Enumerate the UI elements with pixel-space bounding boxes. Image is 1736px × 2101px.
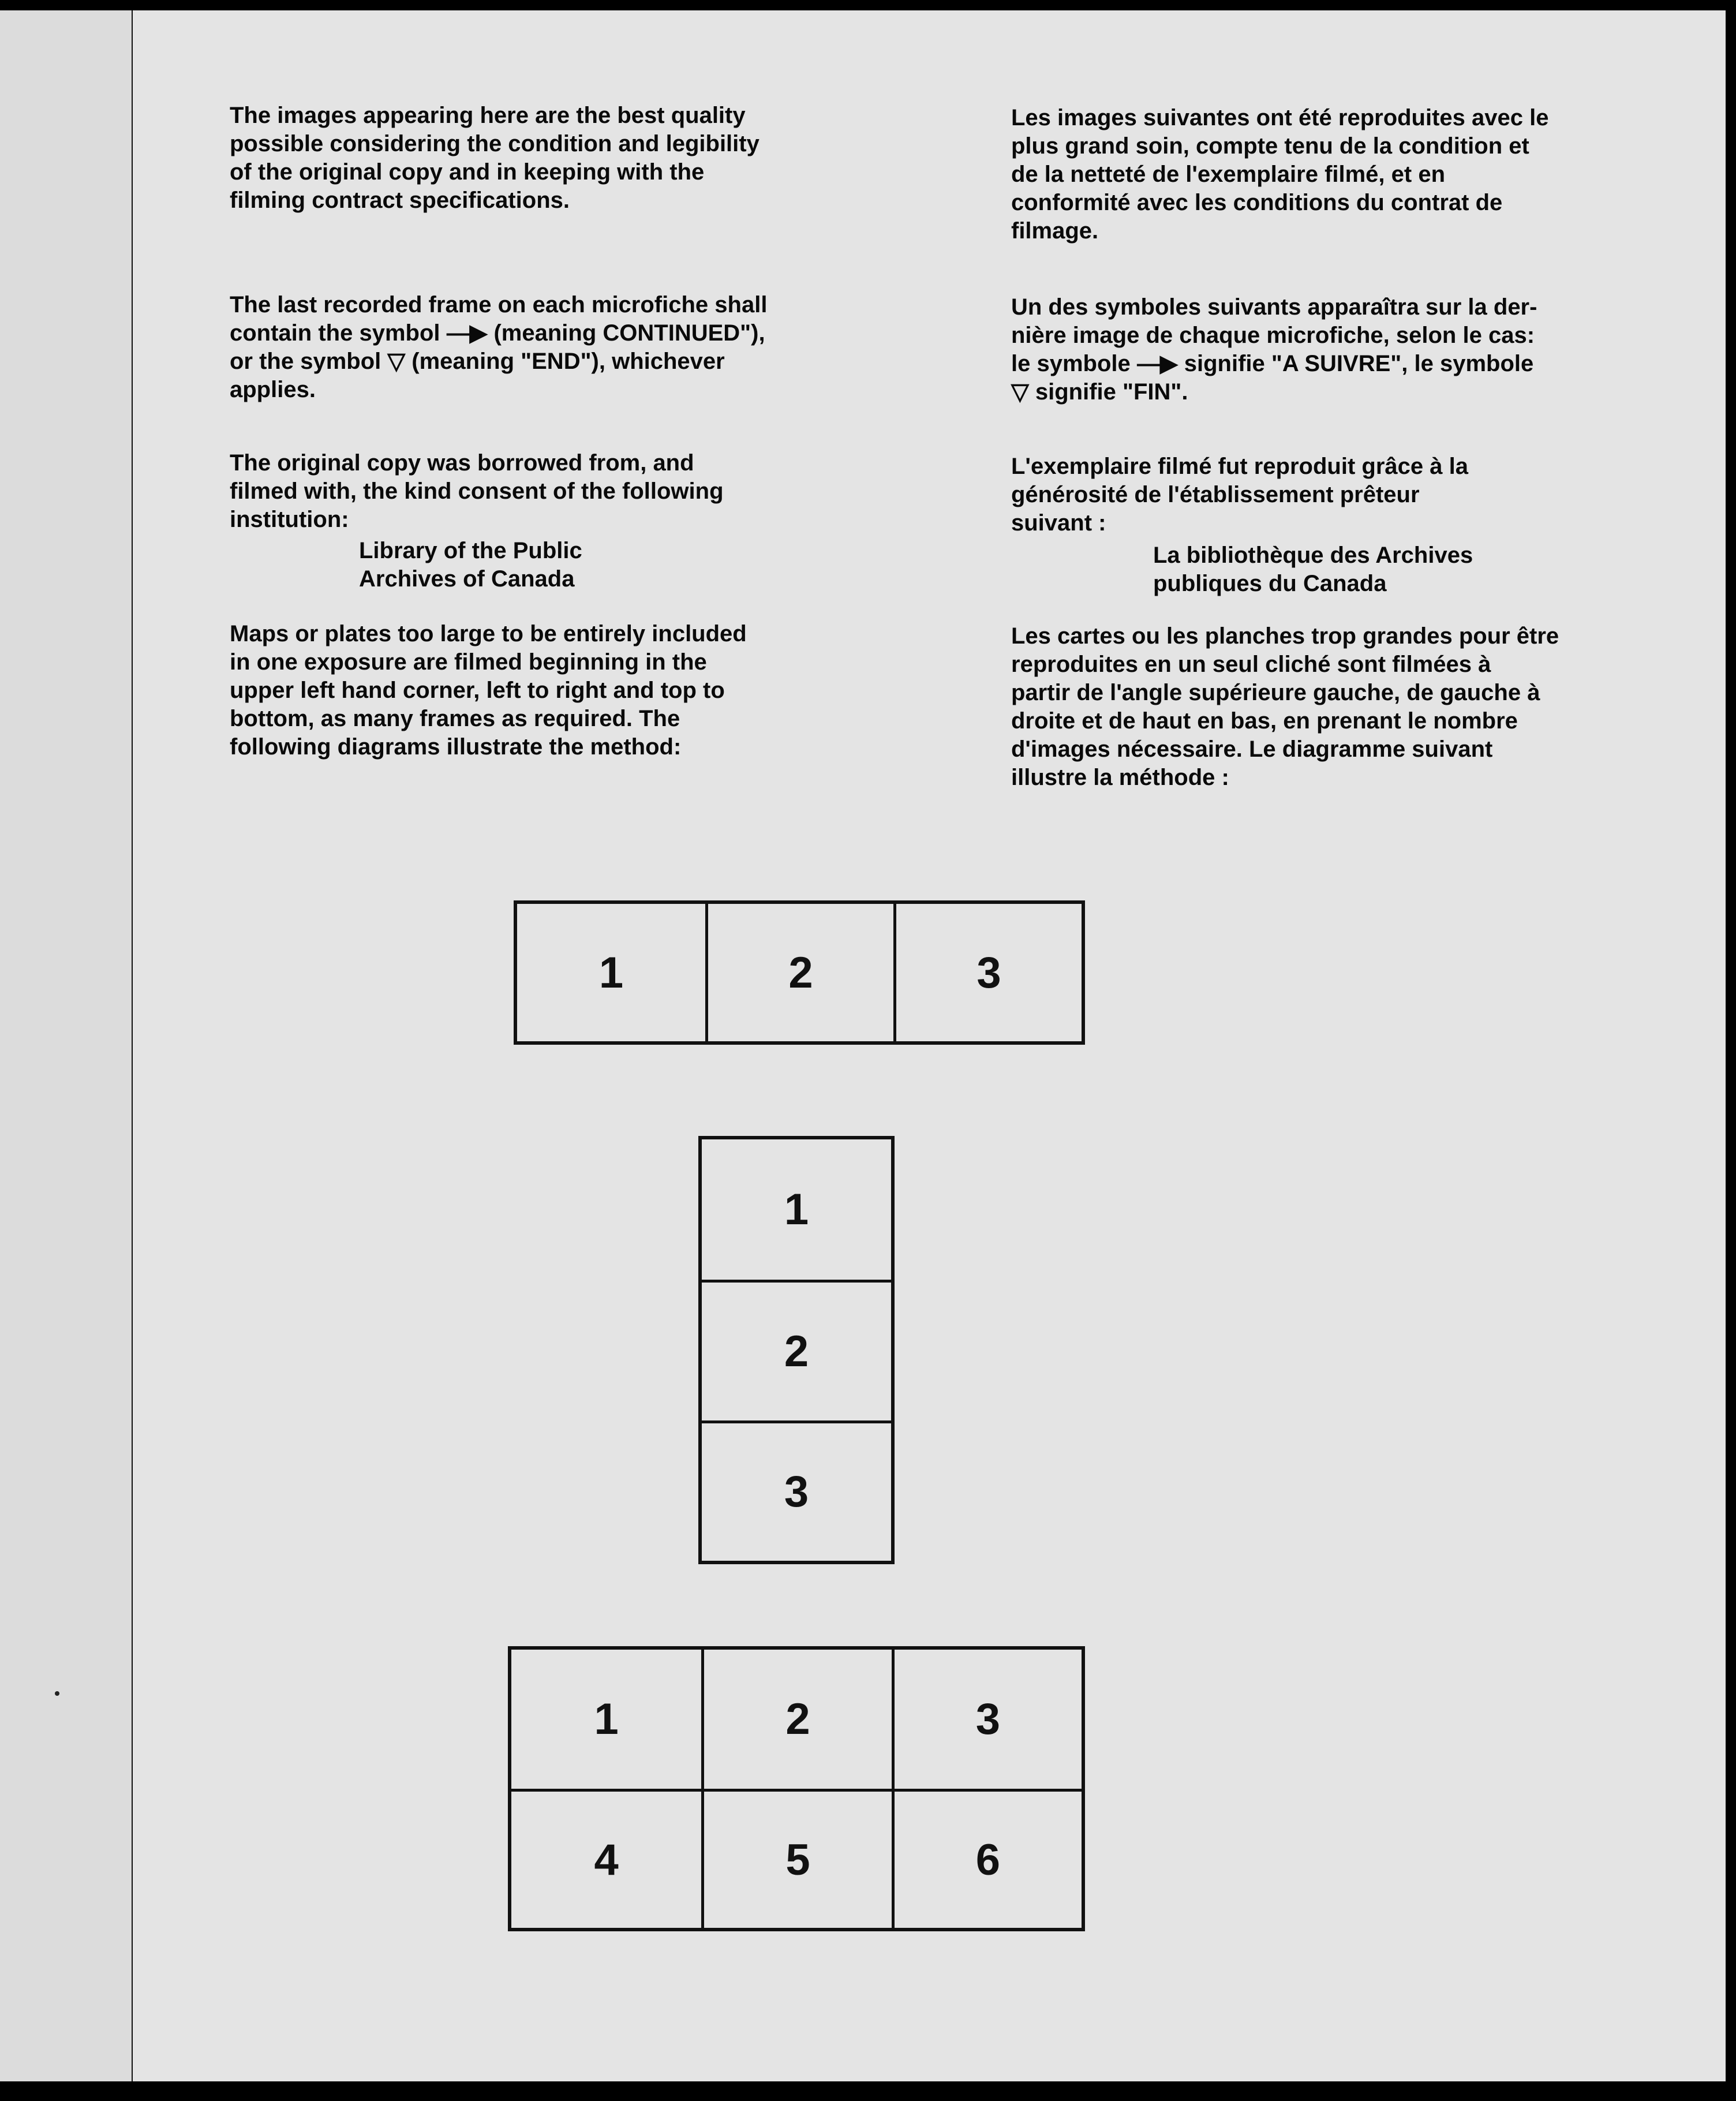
english-paragraph-symbols: The last recorded frame on each microfiche shall contain the symbol —▶ (meaning CONTINUED"), or the symbol ▽ (meaning "END"), whichever applies. xyxy=(230,292,768,402)
frame-cell: 1 xyxy=(598,948,624,997)
frame-cell: 3 xyxy=(893,904,1082,1041)
french-paragraph-quality: Les images suivantes ont été reproduites avec le plus grand soin, compte tenu de la condition et de la netteté de l'exemplaire filmé, et en conformité avec les conditions du contrat de filmage. xyxy=(1011,105,1549,244)
frame-cell: 2 xyxy=(701,1650,891,1789)
dust-fleck xyxy=(55,1691,59,1696)
frame-cell: 2 xyxy=(702,1280,891,1420)
french-institution-name: La bibliothèque des Archives publiques du Canada xyxy=(1153,543,1473,596)
frame-cell: 1 xyxy=(784,1185,809,1235)
left-margin-strip xyxy=(0,0,132,2083)
vertical-frame-diagram xyxy=(698,1136,895,1564)
french-paragraph-symbols: Un des symboles suivants apparaîtra sur la der- nière image de chaque microfiche, selon le cas: le symbole —▶ signifie "A SUIVRE", le symbole ▽ signifie "FIN". xyxy=(1011,294,1537,405)
frame-cell: 6 xyxy=(892,1789,1082,1928)
horizontal-frame-diagram xyxy=(514,900,1085,1045)
right-border xyxy=(1726,0,1736,2101)
frame-cell: 4 xyxy=(511,1789,701,1928)
english-paragraph-method: Maps or plates too large to be entirely included in one exposure are filmed beginning in the upper left hand corner, left to right and top to bottom, as many frames as required. The following diagrams illustrate the method: xyxy=(230,621,747,760)
frame-cell: 2 xyxy=(705,904,893,1041)
french-paragraph-source: L'exemplaire filmé fut reproduit grâce à la générosité de l'établissement prêteur suivant : xyxy=(1011,454,1468,536)
frame-cell: 3 xyxy=(892,1650,1082,1789)
bottom-border xyxy=(0,2081,1736,2101)
frame-cell: 3 xyxy=(702,1420,891,1561)
english-paragraph-source: The original copy was borrowed from, and filmed with, the kind consent of the following institution: xyxy=(230,450,724,532)
grid-frame-diagram xyxy=(508,1646,1085,1931)
english-paragraph-quality: The images appearing here are the best quality possible considering the condition and legibility of the original copy and in keeping with the filming contract specifications. xyxy=(230,103,760,213)
frame-cell: 1 xyxy=(594,1695,619,1744)
top-border xyxy=(0,0,1736,10)
french-paragraph-method: Les cartes ou les planches trop grandes pour être reproduites en un seul cliché sont filmées à partir de l'angle supérieure gauche, de gauche à droite et de haut en bas, en prenant le nombre d'images nécessaire. Le diagramme suivant illustre la méthode : xyxy=(1011,623,1559,790)
frame-cell: 5 xyxy=(701,1789,891,1928)
english-institution-name: Library of the Public Archives of Canada xyxy=(359,538,582,592)
